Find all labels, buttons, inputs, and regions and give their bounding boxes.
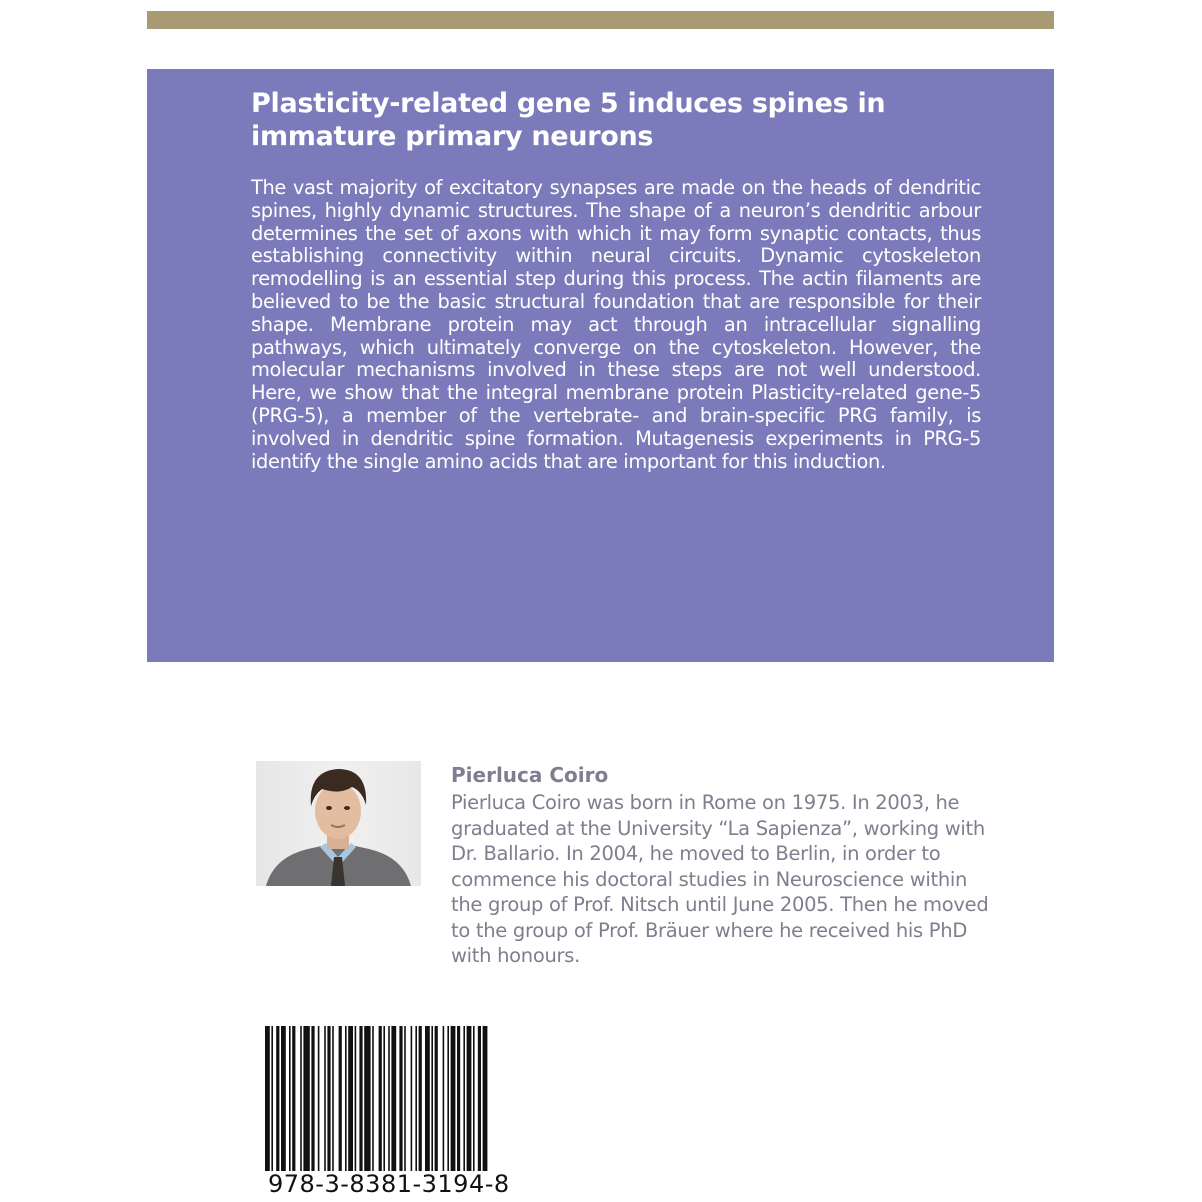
author-name: Pierluca Coiro <box>451 763 609 787</box>
isbn-barcode <box>265 1026 531 1171</box>
author-bio: Pierluca Coiro was born in Rome on 1975. In 2003, he graduated at the University “La Sapienza”, working with Dr. Ballario. In 2004, he moved to Berlin, in order to commence his doctoral studies in Neuroscience within the group of Prof. Nitsch until June 2005. Then he moved to the group of Prof. Bräuer where he received his PhD with honours. <box>451 791 989 967</box>
book-title: Plasticity-related gene 5 induces spines in immature primary neurons <box>251 88 886 152</box>
blurb-panel <box>147 69 1054 662</box>
blurb-text: The vast majority of excitatory synapses are made on the heads of dendritic spines, highly dynamic structures. The shape of a neuron’s dendritic arbour determines the set of axons with which it may form synaptic contacts, thus establishing connectivity within neural circuits. Dynamic cytoskeleton remodelling is an essential step during this process. The actin filaments are believed to be the basic structural foundation that are responsible for their shape. Membrane protein may act through an intracellular signalling pathways, which ultimately converge on the cytoskeleton. However, the molecular mechanisms involved in these steps are not well understood. Here, we show that the integral membrane protein Plasticity-related gene-5 (PRG-5), a member of the vertebrate- and brain-specific PRG family, is involved in dendritic spine formation. Mutagenesis experiments in PRG-5 identify the single amino acids that are important for this induction. <box>251 176 981 473</box>
top-color-band <box>147 11 1054 29</box>
isbn-number: 978-3-8381-3194-8 <box>268 1170 510 1198</box>
author-photo <box>256 761 421 886</box>
